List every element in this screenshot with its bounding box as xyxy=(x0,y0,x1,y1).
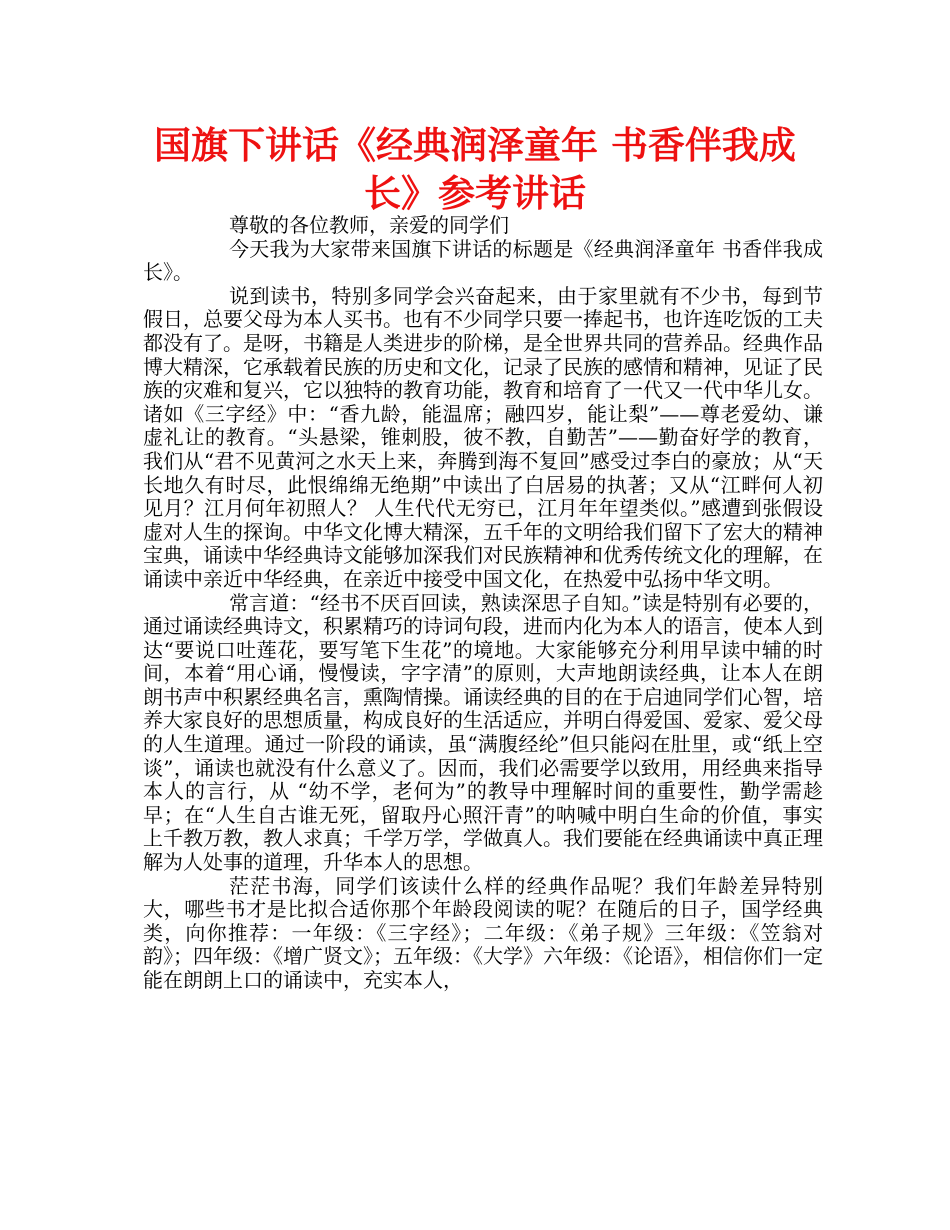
document-title: 国旗下讲话《经典润泽童年 书香伴我成长》参考讲话 xyxy=(154,124,796,215)
paragraph-recommendations: 茫茫书海，同学们该读什么样的经典作品呢？我们年龄差异特别大，哪些书才是比拟合适你那个年龄段阅读的呢？在随后的日子，国学经典类，向你推荐：一年级：《三字经》；二年级：《弟子规》三年级：《笠翁对韵》；四年级：《增广贤文》；五年级：《大学》六年级：《论语》，相信你们一定能在朗朗上口的诵读中，充实本人， xyxy=(143,873,823,992)
paragraph-intro: 今天我为大家带来国旗下讲话的标题是《经典润泽童年 书香伴我成长》。 xyxy=(143,236,823,285)
paragraph-reading-books: 说到读书，特别多同学会兴奋起来，由于家里就有不少书，每到节假日，总要父母为本人买书。也有不少同学只要一捧起书，也许连吃饭的工夫都没有了。是呀，书籍是人类进步的阶梯，是全世界共同的营养品。经典作品博大精深，它承载着民族的历史和文化，记录了民族的感情和精神，见证了民族的灾难和复兴，它以独特的教育功能，教育和培育了一代又一代中华儿女。诸如《三字经》中：“香九龄，能温席；融四岁，能让梨”——尊老爱幼、谦虚礼让的教育。“头悬梁，锥刺股，彼不教，自勤苦”——勤奋好学的教育，我们从“君不见黄河之水天上来，奔腾到海不复回”感受过李白的豪放；从“天长地久有时尽，此恨绵绵无绝期”中读出了白居易的执著；又从“江畔何人初见月？江月何年初照人？ 人生代代无穷已，江月年年望类似。”感遭到张假设虚对人生的探询。中华文化博大精深，五千年的文明给我们留下了宏大的精神宝典，诵读中华经典诗文能够加深我们对民族精神和优秀传统文化的理解，在诵读中亲近中华经典，在亲近中接受中国文化，在热爱中弘扬中华文明。 xyxy=(143,283,823,591)
document-body xyxy=(143,214,823,993)
paragraph-salutation: 尊敬的各位教师，亲爱的同学们 xyxy=(229,213,509,237)
paragraph-recitation: 常言道：“经书不厌百回读，熟读深思子自知。”读是特别有必要的，通过诵读经典诗文，积累精巧的诗词句段，进而内化为本人的语言，使本人到达“要说口吐莲花，要写笔下生花”的境地。大家能够充分利用早读中辅的时间，本着“用心诵，慢慢读，字字清”的原则，大声地朗读经典，让本人在朗朗书声中积累经典名言，熏陶情操。诵读经典的目的在于启迪同学们心智，培养大家良好的思想质量，构成良好的生活适应，并明白得爱国、爱家、爱父母的人生道理。通过一阶段的诵读，虽“满腹经纶”但只能闷在肚里，或“纸上空谈”，诵读也就没有什么意义了。因而，我们必需要学以致用，用经典来指导本人的言行，从 “幼不学，老何为”的教导中理解时间的重要性，勤学需趁早；在“人生自古谁无死，留取丹心照汗青”的呐喊中明白生命的价值，事实上千教万教，教人求真；千学万学，学做真人。我们要能在经典诵读中真正理解为人处事的道理，升华本人的思想。 xyxy=(143,590,823,875)
